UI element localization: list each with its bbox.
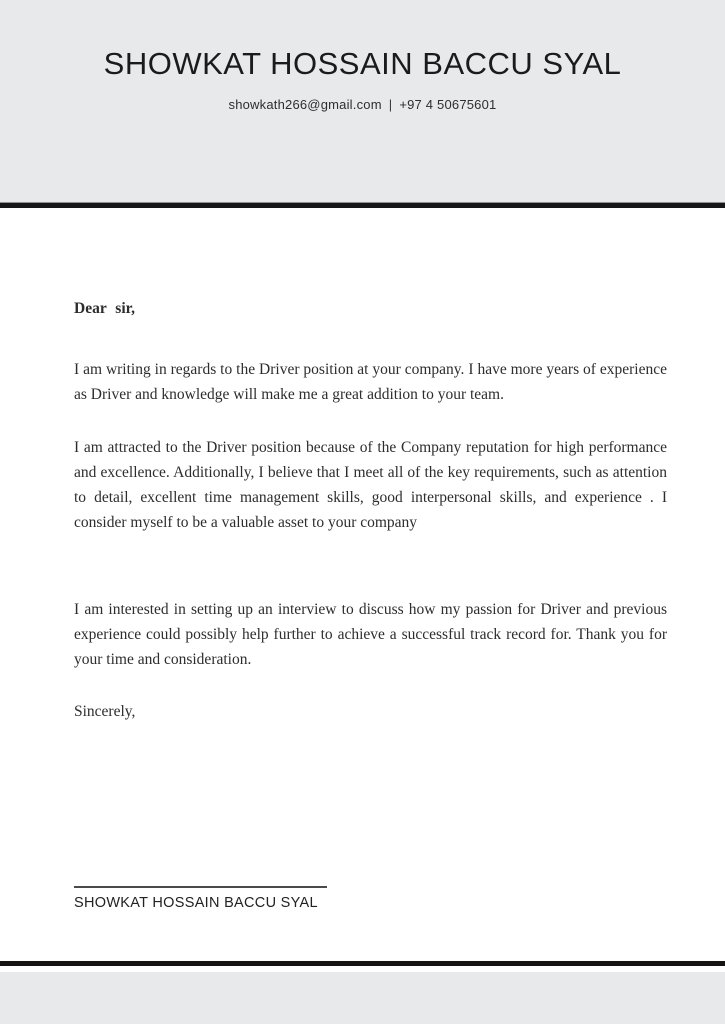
closing-salutation: Sincerely, xyxy=(74,703,136,720)
signature-name: SHOWKAT HOSSAIN BACCU SYAL xyxy=(74,895,318,911)
paragraph-interview-request: I am interested in setting up an interview to discuss how my passion for Driver and previous experience could possibly help further to achieve a successful track record for. Thank you for your time and consideration. xyxy=(74,601,667,668)
letter-footer xyxy=(0,972,725,1024)
paragraph-intro: I am writing in regards to the Driver position at your company. I have more years of experience as Driver and knowledge will make me a great addition to your team. xyxy=(74,361,667,403)
header-contact xyxy=(0,97,725,112)
contact-phone: +97 4 50675601 xyxy=(399,96,497,112)
paragraph-qualifications: I am attracted to the Driver position because of the Company reputation for high performance and excellence. Additionally, I believe that I meet all of the key requirements, such as attention to detail, excellent time management skills, good interpersonal skills, and experience . I consider myself to be a valuable asset to your company xyxy=(74,439,667,531)
header-name: SHOWKAT HOSSAIN BACCU SYAL xyxy=(103,46,622,81)
salutation: Dear sir, xyxy=(74,300,135,317)
letter-body xyxy=(0,208,725,961)
signature-block xyxy=(74,886,667,916)
contact-email: showkath266@gmail.com xyxy=(228,96,382,112)
contact-separator: | xyxy=(388,96,393,112)
letter-header xyxy=(0,0,725,202)
signature-line xyxy=(74,886,327,888)
